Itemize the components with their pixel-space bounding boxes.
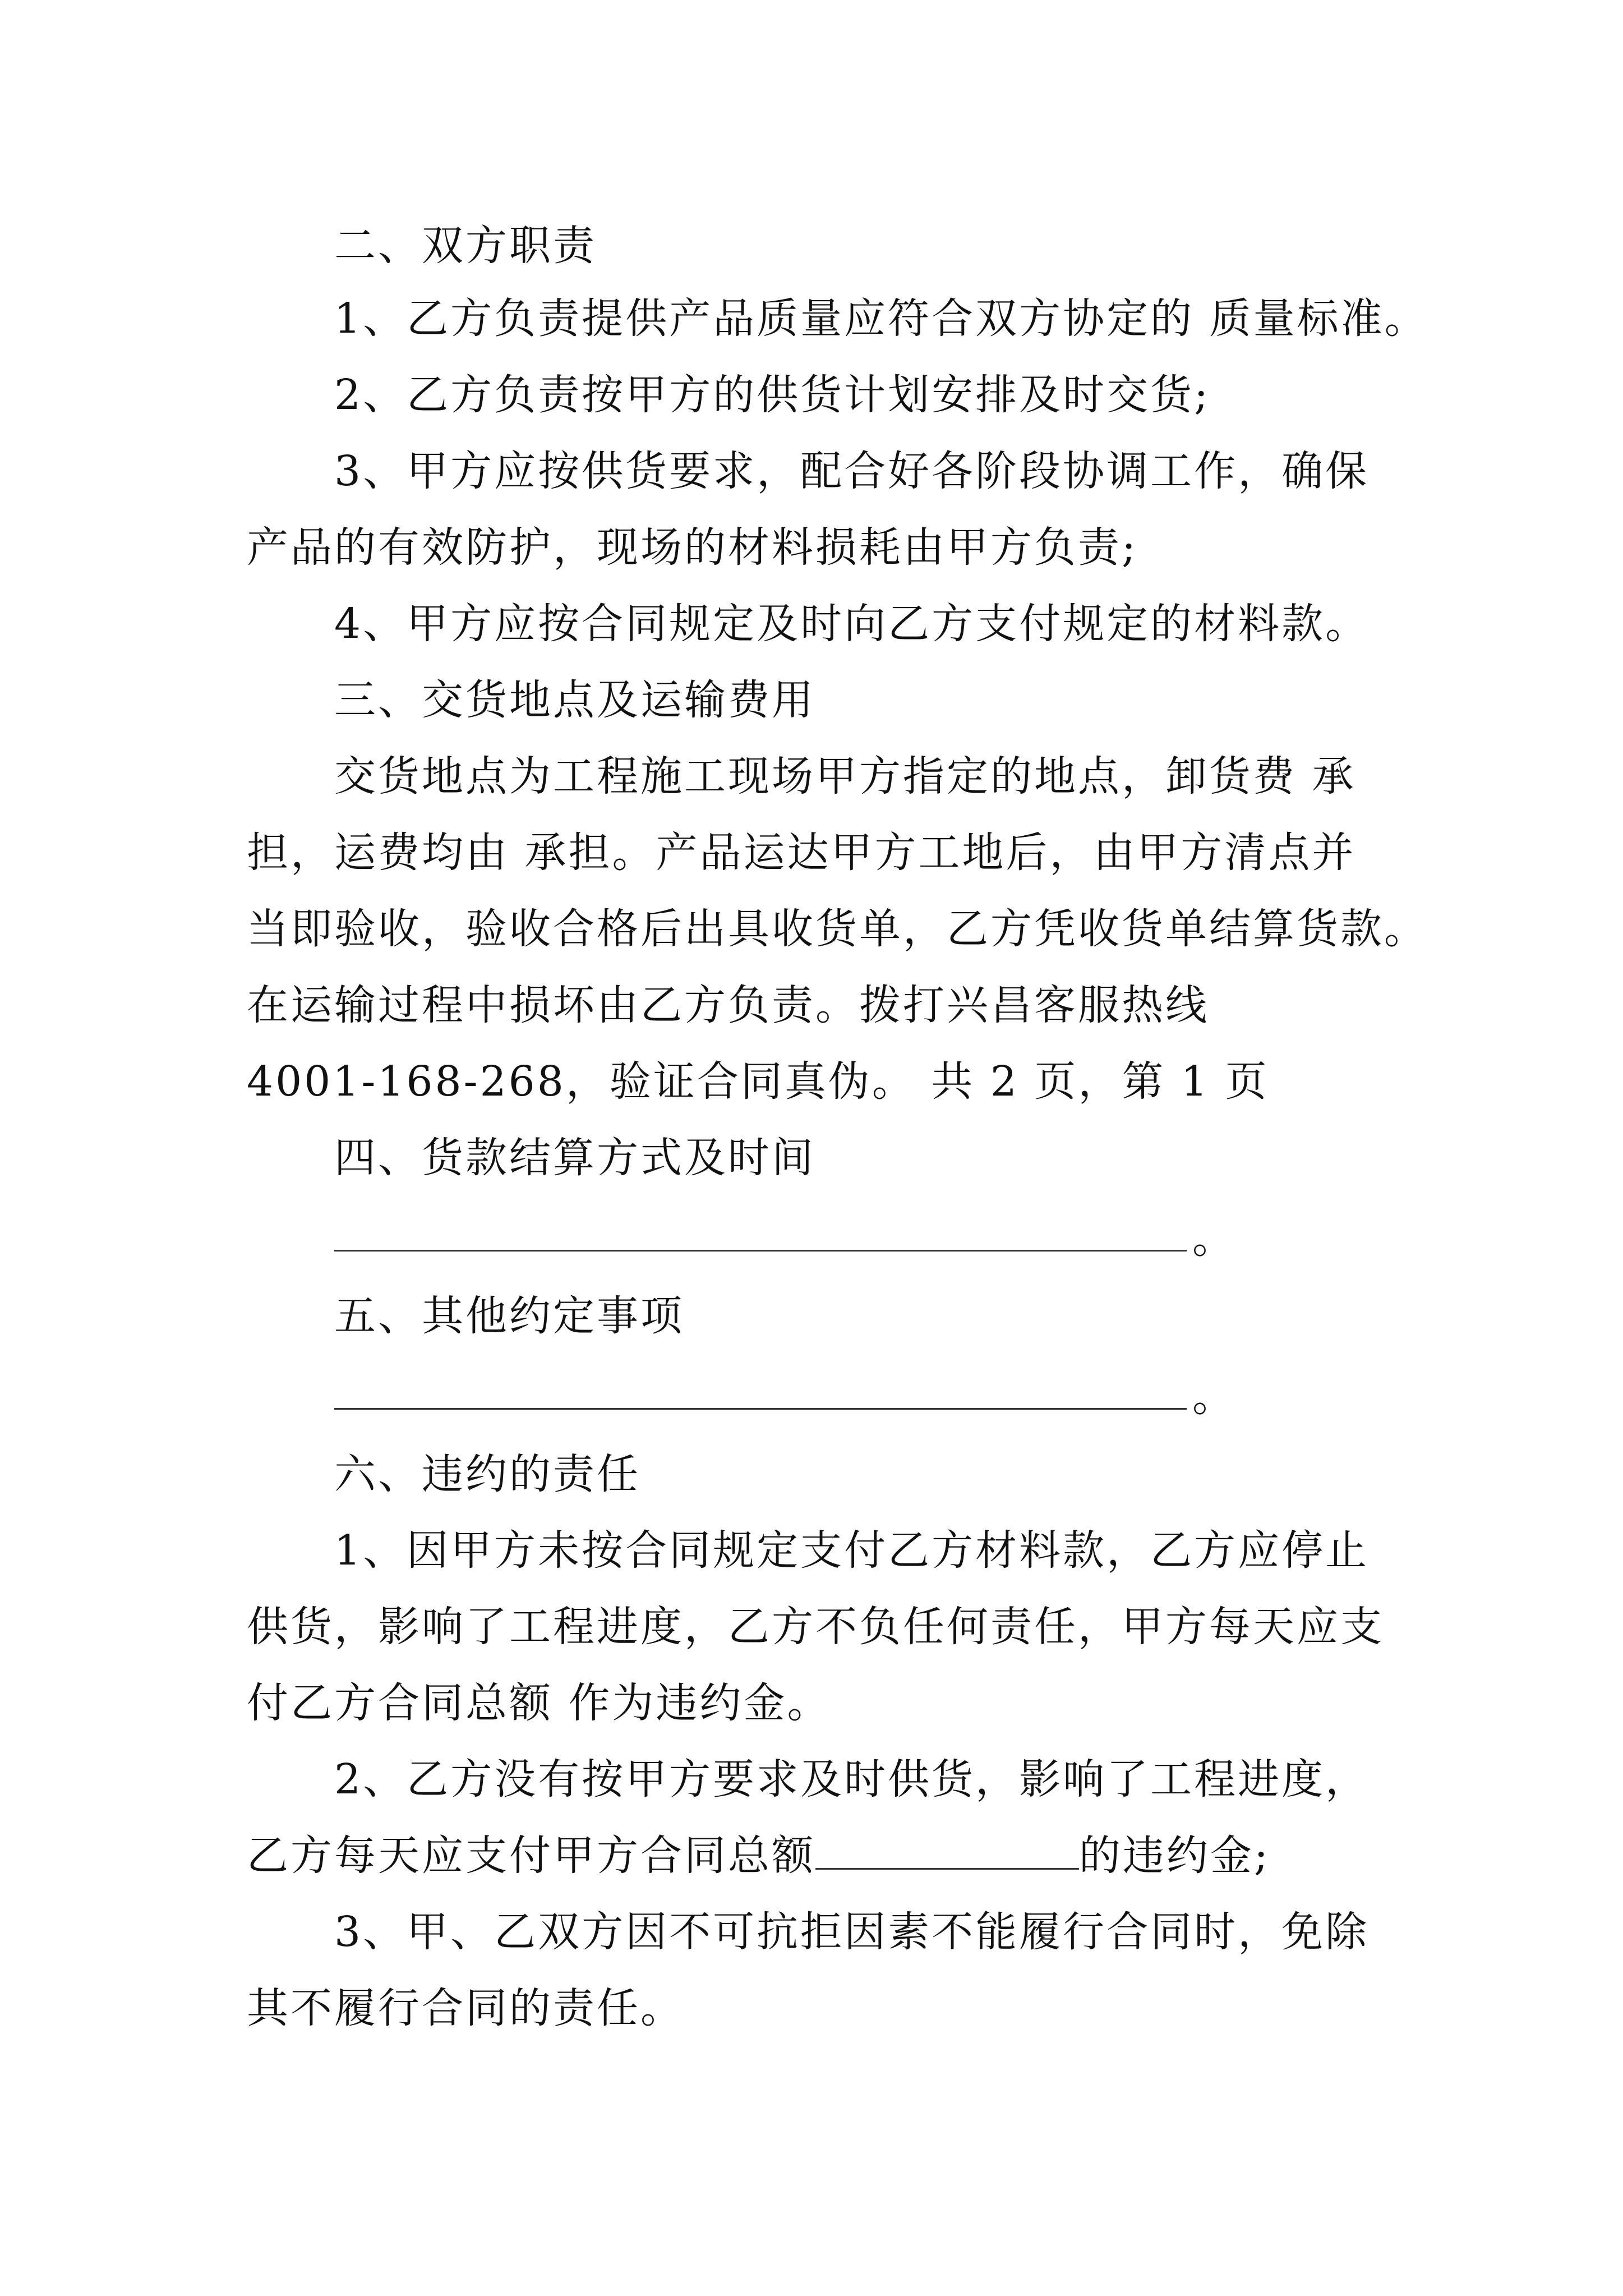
section-2-item-1: 1、乙方负责提供产品质量应符合双方协定的 质量标准。 <box>334 295 1428 343</box>
section-2-title: 二、双方职责 <box>334 222 597 270</box>
section-5-fill-blank <box>334 1408 1187 1410</box>
section-6-title: 六、违约的责任 <box>334 1450 640 1498</box>
section-6-item-2-text-before-blank: 乙方每天应支付甲方合同总额 <box>247 1832 815 1880</box>
penalty-amount-blank <box>815 1829 1079 1870</box>
section-2-item-2: 2、乙方负责按甲方的供货计划安排及时交货; <box>334 371 1211 419</box>
section-3-paragraph-line-3: 当即验收，验收合格后出具收货单，乙方凭收货单结算货款。 <box>247 905 1428 953</box>
section-2-item-3-line-1: 3、甲方应按供货要求，配合好各阶段协调工作，确保 <box>334 447 1370 495</box>
section-6-item-2-line-2 <box>247 1828 1623 1884</box>
section-6-item-2-text-after-blank: 的违约金; <box>1079 1832 1270 1880</box>
section-6-item-3-line-1: 3、甲、乙双方因不可抗拒因素不能履行合同时，免除 <box>334 1908 1370 1956</box>
section-3-title: 三、交货地点及运输费用 <box>334 676 815 724</box>
section-6-item-1-line-2: 供货，影响了工程进度，乙方不负任何责任，甲方每天应支 <box>247 1603 1384 1651</box>
section-3-paragraph-line-2: 担，运费均由 承担。产品运达甲方工地后，由甲方清点并 <box>247 829 1356 877</box>
section-3-paragraph-line-4: 在运输过程中损坏由乙方负责。拨打兴昌客服热线 <box>247 981 1209 1029</box>
section-3-paragraph-line-5: 4001-168-268，验证合同真伪。 共 2 页，第 1 页 <box>247 1057 1269 1106</box>
section-4-fill-blank <box>334 1250 1187 1251</box>
section-6-item-1-line-3: 付乙方合同总额 作为违约金。 <box>247 1679 831 1727</box>
section-2-item-4: 4、甲方应按合同规定及时向乙方支付规定的材料款。 <box>334 600 1370 648</box>
section-3-paragraph-line-1: 交货地点为工程施工现场甲方指定的地点，卸货费 承 <box>334 752 1356 800</box>
section-6-item-1-line-1: 1、因甲方未按合同规定支付乙方材料款，乙方应停止 <box>334 1526 1370 1575</box>
section-5-title: 五、其他约定事项 <box>334 1292 684 1340</box>
section-5-end-mark: 。 <box>1192 1373 1234 1421</box>
section-4-end-mark: 。 <box>1192 1214 1234 1263</box>
section-6-item-3-line-2: 其不履行合同的责任。 <box>247 1984 684 2032</box>
section-6-item-2-line-1: 2、乙方没有按甲方要求及时供货，影响了工程进度， <box>334 1755 1370 1803</box>
section-2-item-3-line-2: 产品的有效防护，现场的材料损耗由甲方负责; <box>247 523 1138 572</box>
section-4-title: 四、货款结算方式及时间 <box>334 1134 815 1182</box>
